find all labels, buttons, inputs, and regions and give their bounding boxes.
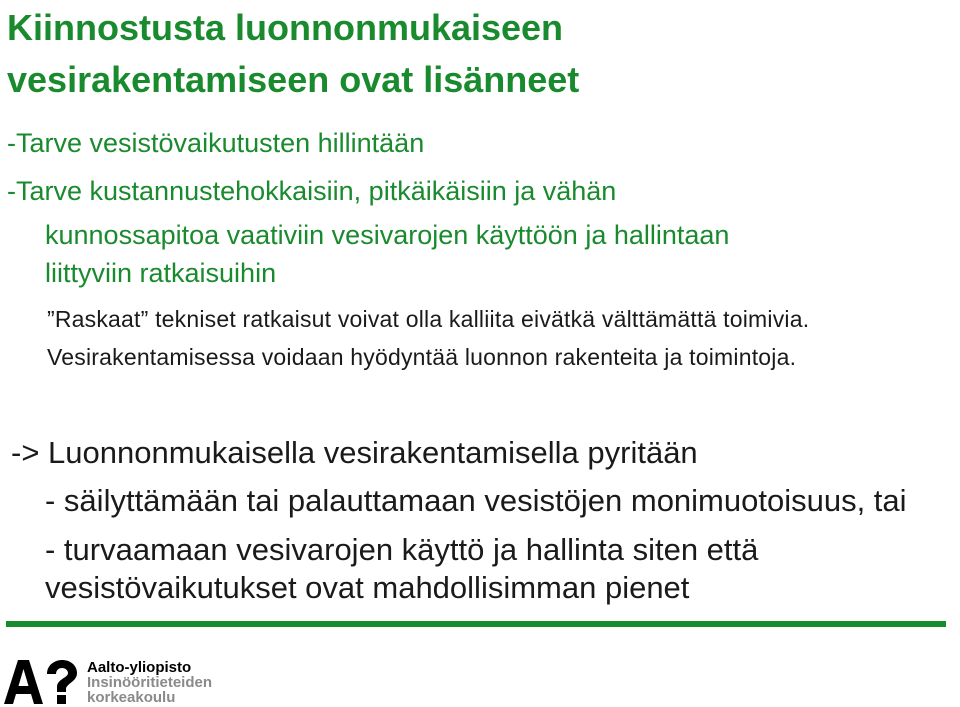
point-2-line-2: kunnossapitoa vaativiin vesivarojen käyttöön ja hallintaan xyxy=(45,220,730,250)
footer-divider xyxy=(6,621,946,627)
point-2-line-3: liittyviin ratkaisuihin xyxy=(45,258,277,288)
conclusion-item-2-line-2: vesistövaikutukset ovat mahdollisimman pienet xyxy=(45,570,690,605)
aalto-a-question-logo-icon xyxy=(4,660,78,704)
point-2-line-1: -Tarve kustannustehokkaisiin, pitkäikäisiin ja vähän xyxy=(7,176,617,206)
conclusion-item-2-line-1: - turvaamaan vesivarojen käyttö ja hallinta siten että xyxy=(45,532,759,567)
org-line-2: Insinööritieteiden xyxy=(87,674,213,691)
quote-line-2: Vesirakentamisessa voidaan hyödyntää luonnon rakenteita ja toimintoja. xyxy=(47,344,797,370)
quote-line-1: ”Raskaat” tekniset ratkaisut voivat olla kalliita eivätkä välttämättä toimivia. xyxy=(47,306,810,332)
slide-title-line-2: vesirakentamiseen ovat lisänneet xyxy=(7,59,580,100)
organization-name xyxy=(87,660,212,705)
conclusion-item-1: - säilyttämään tai palauttamaan vesistöjen monimuotoisuus, tai xyxy=(45,483,907,518)
org-line-3: korkeakoulu xyxy=(87,689,176,706)
org-line-1: Aalto-yliopisto xyxy=(87,659,192,676)
conclusion-intro: -> Luonnonmukaisella vesirakentamisella pyritään xyxy=(11,435,698,470)
slide-title-line-1: Kiinnostusta luonnonmukaiseen xyxy=(7,7,564,48)
point-1: -Tarve vesistövaikutusten hillintään xyxy=(7,128,425,158)
slide-title xyxy=(7,2,579,106)
